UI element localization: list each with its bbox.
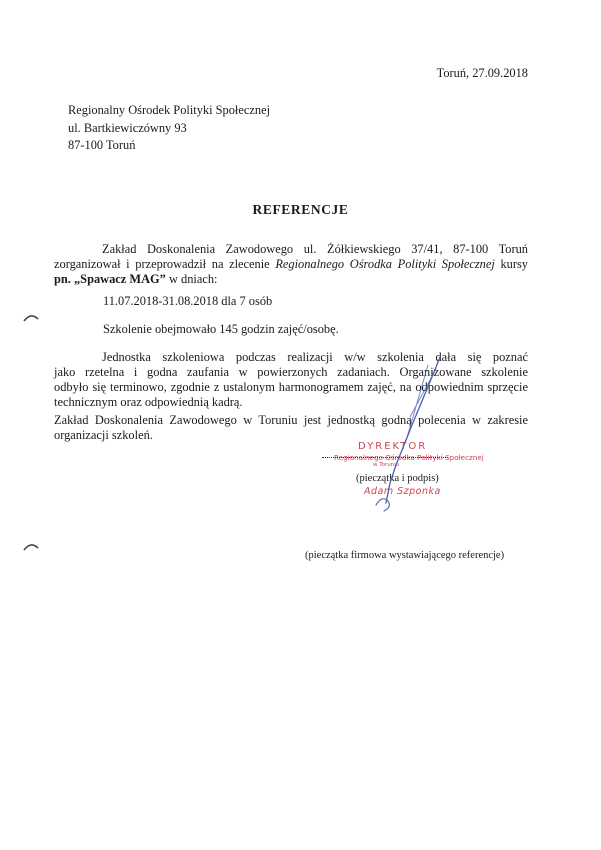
course-hours: Szkolenie obejmowało 145 godzin zajęć/osobę.	[103, 322, 339, 336]
paragraph-line: pn. „Spawacz MAG” w dniach:	[54, 272, 218, 286]
paragraph-organizer	[54, 242, 528, 287]
paragraph-line: technicznym oraz odpowiednią kadrą.	[54, 395, 243, 409]
stamp-role: DYREKTOR	[358, 441, 428, 452]
handwritten-signature	[340, 355, 460, 515]
course-dates: 11.07.2018-31.08.2018 dla 7 osób	[103, 294, 273, 308]
paragraph-line: Jednostka szkoleniowa podczas realizacji w/w szkolenia dała się poznać	[102, 350, 528, 364]
footer-caption: (pieczątka firmowa wystawiającego referencje)	[305, 550, 505, 561]
signature-caption: (pieczątka i podpis)	[356, 473, 439, 484]
paragraph-line: odbyło się terminowo, zgodnie z ustalonym harmonogramem zajęć, na odpowiednim sprzęcie	[54, 380, 528, 394]
document-title: REFERENCJE	[252, 202, 349, 217]
stamp-name: Adam Szponka	[364, 486, 441, 497]
recipient-city: 87-100 Toruń	[68, 138, 136, 152]
paragraph-line: jako rzetelna i godna zaufania w powierzonych zadaniach. Organizowane szkolenie	[54, 365, 528, 379]
course-name: pn. „Spawacz MAG”	[54, 272, 166, 286]
recipient-name: Regionalny Ośrodek Polityki Społecznej	[68, 103, 271, 117]
paragraph-line: zorganizował i przeprowadził na zlecenie Regionalnego Ośrodka Polityki Społecznej kursy	[54, 257, 528, 271]
recipient-street: ul. Bartkiewiczówny 93	[68, 120, 187, 135]
paragraph-line: organizacji szkoleń.	[54, 428, 153, 442]
stamp-city: w Toruniu	[373, 462, 400, 468]
recipient-address	[68, 102, 270, 155]
place-date: Toruń, 27.09.2018	[436, 66, 528, 80]
paragraph-line: Zakład Doskonalenia Zawodowego w Toruniu jest jednostką godną polecenia w zakresie	[54, 413, 528, 427]
paragraph-line: Zakład Doskonalenia Zawodowego ul. Żółkiewskiego 37/41, 87-100 Toruń	[102, 242, 528, 256]
stamp-organization: Regionalnego Ośrodka Polityki Społecznej	[334, 453, 484, 462]
punch-hole-icon	[22, 312, 40, 322]
punch-hole-icon	[22, 541, 40, 551]
